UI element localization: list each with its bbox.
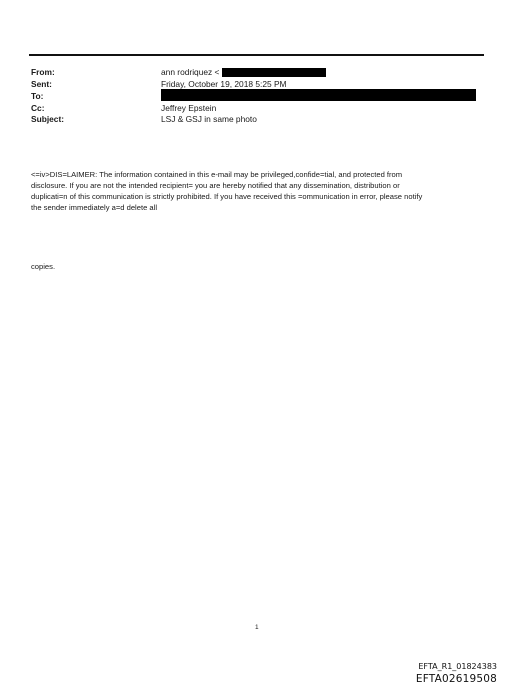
email-body bbox=[31, 169, 483, 213]
to-label: To: bbox=[31, 91, 44, 101]
body-line: <=iv>DIS=LAIMER: The information contained in this e-mail may be privileged,confide=tial, and protected from bbox=[31, 170, 403, 179]
subject-value: LSJ & GSJ in same photo bbox=[161, 114, 257, 124]
body-line: disclosure. If you are not the intended recipient= you are hereby notified that any dissemination, distribution or bbox=[31, 181, 400, 190]
bates-number-secondary: EFTA02619508 bbox=[415, 673, 497, 685]
from-redaction bbox=[222, 68, 326, 77]
body-line: the sender immediately a=d delete all bbox=[31, 203, 158, 212]
cc-value: Jeffrey Epstein bbox=[161, 103, 217, 113]
cc-label: Cc: bbox=[31, 103, 45, 113]
from-value: ann rodriquez < bbox=[161, 67, 220, 77]
body-closing: copies. bbox=[31, 262, 56, 271]
body-line: duplicati=n of this communication is strictly prohibited. If you have received this =ommunication in error, please notify bbox=[31, 192, 423, 201]
header-rule bbox=[29, 54, 484, 56]
sent-value: Friday, October 19, 2018 5:25 PM bbox=[161, 79, 287, 89]
page-number: 1 bbox=[255, 624, 259, 631]
subject-label: Subject: bbox=[31, 114, 65, 124]
from-label: From: bbox=[31, 67, 55, 77]
sent-label: Sent: bbox=[31, 79, 52, 89]
to-redaction bbox=[161, 89, 476, 101]
bates-number-primary: EFTA_R1_01824383 bbox=[418, 662, 497, 671]
